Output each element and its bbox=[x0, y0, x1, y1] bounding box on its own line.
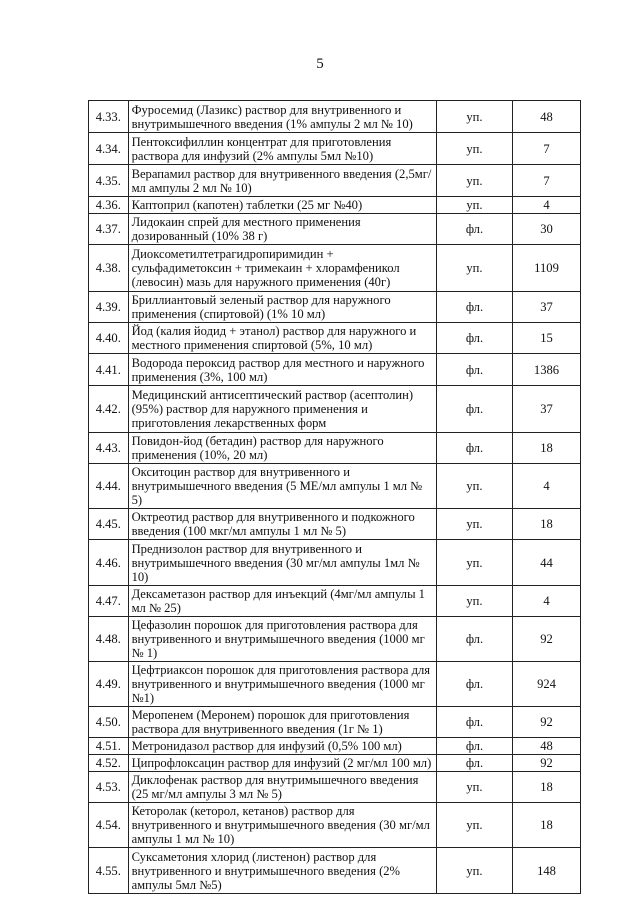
table-row bbox=[89, 755, 581, 772]
item-quantity: 37 bbox=[513, 292, 581, 323]
row-number: 4.39. bbox=[89, 292, 129, 323]
item-name: Медицинский антисептический раствор (асептолин) (95%) раствор для наружного применения и приготовления лекарственных форм bbox=[128, 386, 436, 433]
item-name: Бриллиантовый зеленый раствор для наружного применения (спиртовой) (1% 10 мл) bbox=[128, 292, 436, 323]
table-row bbox=[89, 738, 581, 755]
item-name: Каптоприл (капотен) таблетки (25 мг №40) bbox=[128, 197, 436, 214]
row-number: 4.50. bbox=[89, 707, 129, 738]
item-unit: фл. bbox=[436, 386, 512, 433]
row-number: 4.37. bbox=[89, 214, 129, 245]
item-unit: уп. bbox=[436, 101, 512, 133]
item-unit: фл. bbox=[436, 292, 512, 323]
item-unit: уп. bbox=[436, 540, 512, 586]
item-unit: фл. bbox=[436, 755, 512, 772]
row-number: 4.48. bbox=[89, 617, 129, 662]
table-row bbox=[89, 540, 581, 586]
item-name: Кеторолак (кеторол, кетанов) раствор для внутривенного и внутримышечного введения (30 мг/мл ампулы 1 мл № 10) bbox=[128, 803, 436, 848]
row-number: 4.46. bbox=[89, 540, 129, 586]
item-name: Суксаметония хлорид (листенон) раствор для внутривенного и внутримышечного введения (2% ампулы 5мл №5) bbox=[128, 848, 436, 894]
row-number: 4.35. bbox=[89, 165, 129, 197]
row-number: 4.51. bbox=[89, 738, 129, 755]
item-unit: фл. bbox=[436, 354, 512, 386]
page-number: 5 bbox=[316, 56, 324, 72]
item-unit: фл. bbox=[436, 707, 512, 738]
item-quantity: 92 bbox=[513, 707, 581, 738]
item-quantity: 37 bbox=[513, 386, 581, 433]
item-name: Метронидазол раствор для инфузий (0,5% 100 мл) bbox=[128, 738, 436, 755]
item-name: Пентоксифиллин концентрат для приготовления раствора для инфузий (2% ампулы 5мл №10) bbox=[128, 133, 436, 165]
item-unit: уп. bbox=[436, 848, 512, 894]
row-number: 4.38. bbox=[89, 245, 129, 292]
table-row bbox=[89, 133, 581, 165]
table-row bbox=[89, 464, 581, 509]
table-row bbox=[89, 509, 581, 540]
item-quantity: 7 bbox=[513, 133, 581, 165]
row-number: 4.34. bbox=[89, 133, 129, 165]
table-row bbox=[89, 707, 581, 738]
table-row bbox=[89, 165, 581, 197]
row-number: 4.40. bbox=[89, 323, 129, 354]
row-number: 4.55. bbox=[89, 848, 129, 894]
item-quantity: 7 bbox=[513, 165, 581, 197]
item-name: Меропенем (Меронем) порошок для приготовления раствора для внутривенного введения (1г № 1) bbox=[128, 707, 436, 738]
row-number: 4.52. bbox=[89, 755, 129, 772]
item-name: Верапамил раствор для внутривенного введения (2,5мг/мл ампулы 2 мл № 10) bbox=[128, 165, 436, 197]
item-unit: фл. bbox=[436, 662, 512, 707]
table-row bbox=[89, 433, 581, 464]
row-number: 4.33. bbox=[89, 101, 129, 133]
row-number: 4.54. bbox=[89, 803, 129, 848]
table-row bbox=[89, 662, 581, 707]
row-number: 4.41. bbox=[89, 354, 129, 386]
item-name: Диклофенак раствор для внутримышечного введения (25 мг/мл ампулы 3 мл № 5) bbox=[128, 772, 436, 803]
item-quantity: 48 bbox=[513, 101, 581, 133]
table-row bbox=[89, 586, 581, 617]
table-row bbox=[89, 292, 581, 323]
item-quantity: 92 bbox=[513, 617, 581, 662]
item-quantity: 4 bbox=[513, 464, 581, 509]
item-name: Лидокаин спрей для местного применения дозированный (10% 38 г) bbox=[128, 214, 436, 245]
row-number: 4.53. bbox=[89, 772, 129, 803]
table-row bbox=[89, 214, 581, 245]
item-quantity: 4 bbox=[513, 586, 581, 617]
item-unit: фл. bbox=[436, 214, 512, 245]
item-unit: уп. bbox=[436, 509, 512, 540]
item-unit: уп. bbox=[436, 133, 512, 165]
row-number: 4.43. bbox=[89, 433, 129, 464]
item-quantity: 4 bbox=[513, 197, 581, 214]
item-quantity: 18 bbox=[513, 509, 581, 540]
row-number: 4.44. bbox=[89, 464, 129, 509]
row-number: 4.49. bbox=[89, 662, 129, 707]
item-unit: уп. bbox=[436, 772, 512, 803]
table-row bbox=[89, 245, 581, 292]
item-unit: уп. bbox=[436, 586, 512, 617]
item-name: Диоксометилтетрагидропиримидин + сульфадиметоксин + тримекаин + хлорамфеникол (левосин) мазь для наружного применения (40г) bbox=[128, 245, 436, 292]
item-quantity: 15 bbox=[513, 323, 581, 354]
item-name: Окситоцин раствор для внутривенного и внутримышечного введения (5 МЕ/мл ампулы 1 мл № 5) bbox=[128, 464, 436, 509]
table-row bbox=[89, 323, 581, 354]
item-name: Йод (калия йодид + этанол) раствор для наружного и местного применения спиртовой (5%, 10 мл) bbox=[128, 323, 436, 354]
item-quantity: 18 bbox=[513, 772, 581, 803]
table-row bbox=[89, 617, 581, 662]
table-row bbox=[89, 197, 581, 214]
item-unit: фл. bbox=[436, 738, 512, 755]
item-unit: уп. bbox=[436, 464, 512, 509]
item-quantity: 30 bbox=[513, 214, 581, 245]
item-name: Ципрофлоксацин раствор для инфузий (2 мг/мл 100 мл) bbox=[128, 755, 436, 772]
item-unit: фл. bbox=[436, 617, 512, 662]
item-quantity: 1386 bbox=[513, 354, 581, 386]
item-unit: уп. bbox=[436, 165, 512, 197]
item-unit: фл. bbox=[436, 323, 512, 354]
table-row bbox=[89, 101, 581, 133]
table-body bbox=[89, 101, 581, 894]
item-name: Водорода пероксид раствор для местного и наружного применения (3%, 100 мл) bbox=[128, 354, 436, 386]
table-row bbox=[89, 803, 581, 848]
table-row bbox=[89, 772, 581, 803]
item-name: Октреотид раствор для внутривенного и подкожного введения (100 мкг/мл ампулы 1 мл № 5) bbox=[128, 509, 436, 540]
medication-table bbox=[88, 100, 581, 894]
item-name: Преднизолон раствор для внутривенного и внутримышечного введения (30 мг/мл ампулы 1мл № 10) bbox=[128, 540, 436, 586]
item-quantity: 92 bbox=[513, 755, 581, 772]
table-row bbox=[89, 848, 581, 894]
item-quantity: 924 bbox=[513, 662, 581, 707]
table-row bbox=[89, 354, 581, 386]
item-name: Повидон-йод (бетадин) раствор для наружного применения (10%, 20 мл) bbox=[128, 433, 436, 464]
item-quantity: 148 bbox=[513, 848, 581, 894]
item-quantity: 44 bbox=[513, 540, 581, 586]
item-unit: уп. bbox=[436, 245, 512, 292]
item-name: Фуросемид (Лазикс) раствор для внутривенного и внутримышечного введения (1% ампулы 2 мл № 10) bbox=[128, 101, 436, 133]
table-row bbox=[89, 386, 581, 433]
row-number: 4.36. bbox=[89, 197, 129, 214]
item-name: Дексаметазон раствор для инъекций (4мг/мл ампулы 1 мл № 25) bbox=[128, 586, 436, 617]
row-number: 4.42. bbox=[89, 386, 129, 433]
item-name: Цефтриаксон порошок для приготовления раствора для внутривенного и внутримышечного введения (1000 мг №1) bbox=[128, 662, 436, 707]
item-quantity: 1109 bbox=[513, 245, 581, 292]
item-quantity: 18 bbox=[513, 433, 581, 464]
item-unit: уп. bbox=[436, 803, 512, 848]
item-unit: фл. bbox=[436, 433, 512, 464]
item-unit: уп. bbox=[436, 197, 512, 214]
item-quantity: 18 bbox=[513, 803, 581, 848]
item-quantity: 48 bbox=[513, 738, 581, 755]
row-number: 4.45. bbox=[89, 509, 129, 540]
row-number: 4.47. bbox=[89, 586, 129, 617]
item-name: Цефазолин порошок для приготовления раствора для внутривенного и внутримышечного введения (1000 мг № 1) bbox=[128, 617, 436, 662]
